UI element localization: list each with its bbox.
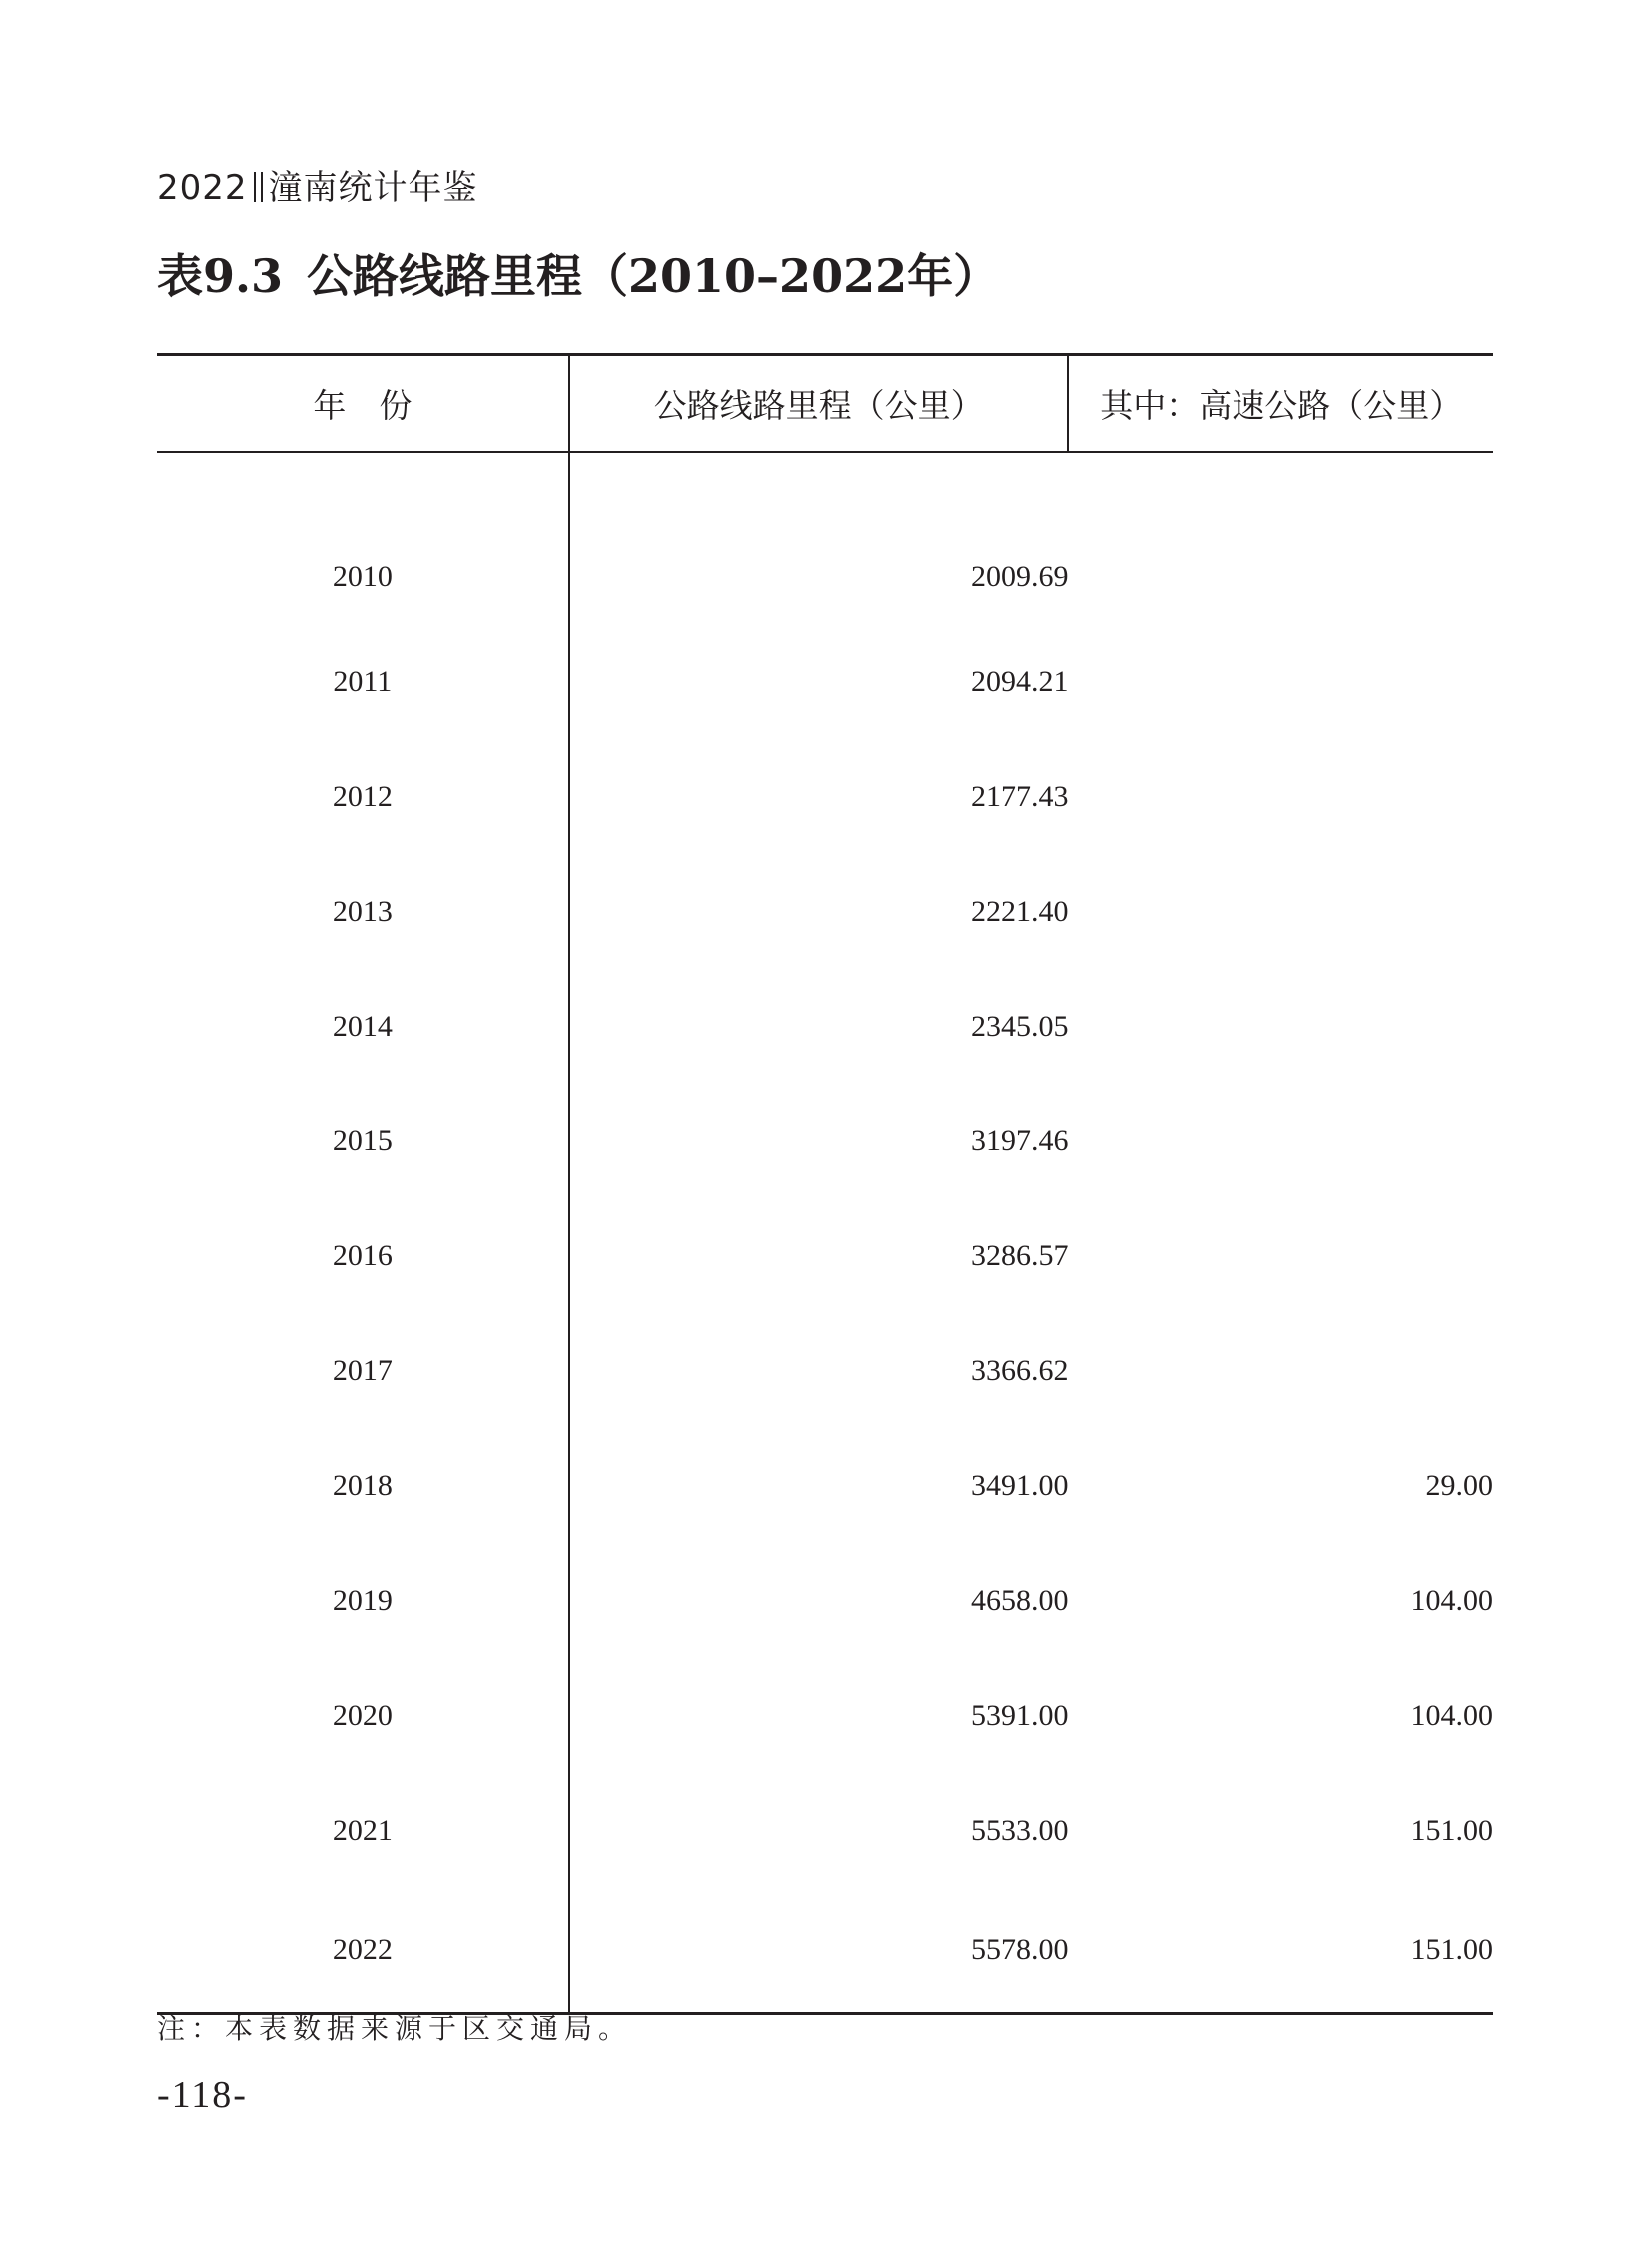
- cell-road-mileage: 3491.00: [970, 1468, 1069, 1502]
- cell-road-mileage: 2094.21: [970, 664, 1069, 698]
- table-title-text: 公路线路里程（2010–2022年）: [307, 249, 1000, 303]
- cell-road-mileage: 5578.00: [569, 1887, 1069, 2014]
- cell-expressway: [1068, 1198, 1493, 1313]
- source-note: 注：本表数据来源于区交通局。: [157, 2012, 633, 2045]
- table-row: [157, 854, 1493, 969]
- cell-expressway: [1068, 1084, 1493, 1198]
- cell-year: 2022: [157, 1887, 569, 2014]
- cell-expressway: [1068, 452, 1493, 624]
- cell-expressway: 151.00: [1068, 1887, 1493, 2014]
- header-separator: [254, 172, 263, 202]
- cell-expressway: [1068, 854, 1493, 969]
- cell-expressway: [1068, 1313, 1493, 1428]
- cell-year: 2017: [157, 1313, 569, 1428]
- running-header-year: 2022: [157, 168, 248, 208]
- table-row: [157, 624, 1493, 739]
- road-mileage-table: [157, 353, 1493, 2015]
- cell-expressway: 104.00: [1410, 1698, 1493, 1732]
- table-row: [157, 969, 1493, 1084]
- cell-year: 2020: [157, 1658, 569, 1773]
- cell-year: 2018: [157, 1428, 569, 1543]
- cell-road-mileage: 3197.46: [970, 1123, 1069, 1157]
- header-year: 年 份: [157, 355, 569, 453]
- page-number: -118-: [157, 2074, 248, 2116]
- cell-expressway: [1068, 624, 1493, 739]
- cell-expressway: 29.00: [1425, 1468, 1493, 1502]
- cell-year: 2012: [157, 739, 569, 854]
- table-row: [157, 739, 1493, 854]
- table-number: 表9.3: [157, 249, 284, 303]
- cell-expressway: 104.00: [1410, 1583, 1493, 1617]
- table-row: [157, 1313, 1493, 1428]
- table-row: [157, 1084, 1493, 1198]
- table-row: [157, 1543, 1493, 1658]
- header-road-mileage: 公路线路里程（公里）: [569, 355, 1069, 453]
- cell-year: 2013: [157, 854, 569, 969]
- table-title: [157, 240, 999, 306]
- cell-road-mileage: 5533.00: [970, 1813, 1069, 1847]
- cell-road-mileage: 3366.62: [970, 1353, 1069, 1387]
- cell-road-mileage: 2177.43: [970, 779, 1069, 813]
- cell-year: 2014: [157, 969, 569, 1084]
- cell-road-mileage: 5391.00: [970, 1698, 1069, 1732]
- cell-year: 2010: [157, 452, 569, 624]
- table-row: [157, 1658, 1493, 1773]
- cell-road-mileage: 2221.40: [970, 894, 1069, 928]
- cell-road-mileage: 4658.00: [970, 1583, 1069, 1617]
- table-header-row: [157, 355, 1493, 453]
- table-row: [157, 1428, 1493, 1543]
- cell-year: 2011: [157, 624, 569, 739]
- cell-expressway: 151.00: [1410, 1813, 1493, 1847]
- cell-road-mileage: 2345.05: [970, 1009, 1069, 1043]
- cell-year: 2016: [157, 1198, 569, 1313]
- cell-expressway: [1068, 969, 1493, 1084]
- table-row: [157, 1773, 1493, 1887]
- cell-expressway: [1068, 739, 1493, 854]
- table-row: [157, 1198, 1493, 1313]
- cell-year: 2019: [157, 1543, 569, 1658]
- cell-road-mileage: 2009.69: [970, 560, 1069, 593]
- running-header-book: 潼南统计年鉴: [268, 168, 478, 208]
- running-header: [157, 160, 478, 209]
- cell-year: 2015: [157, 1084, 569, 1198]
- header-expressway: 其中：高速公路（公里）: [1068, 355, 1493, 453]
- cell-road-mileage: 3286.57: [970, 1238, 1069, 1272]
- cell-year: 2021: [157, 1773, 569, 1887]
- table-row: [157, 1887, 1493, 2014]
- table-row: [157, 452, 1493, 624]
